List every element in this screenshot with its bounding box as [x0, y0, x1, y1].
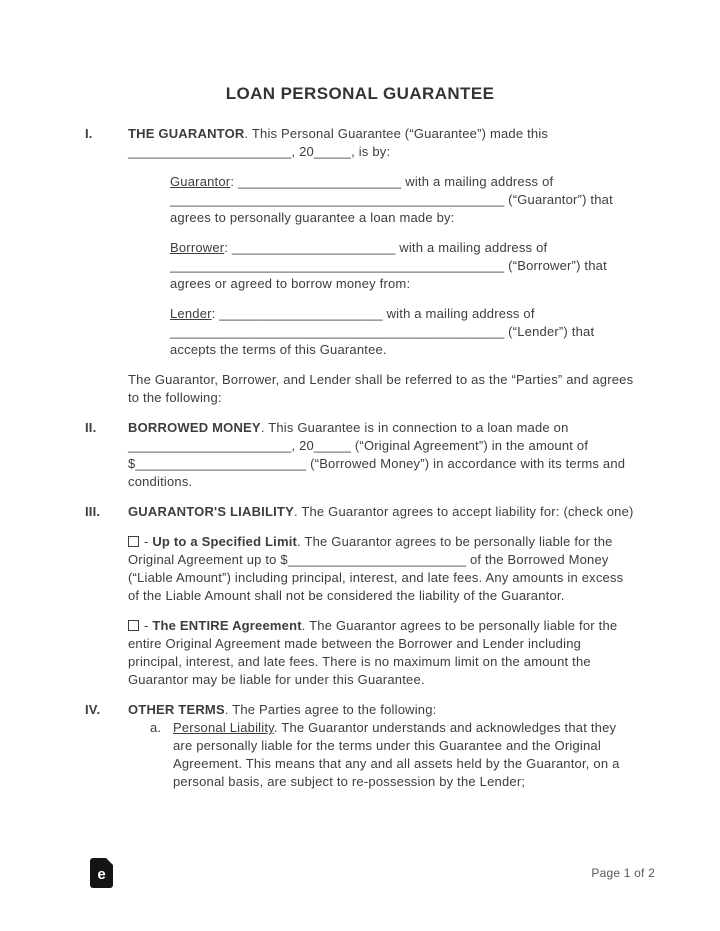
checkbox-icon[interactable]: [128, 536, 139, 547]
checkbox-icon[interactable]: [128, 620, 139, 631]
section-heading-paragraph: [128, 701, 635, 719]
party-label-lender: Lender: [170, 306, 212, 321]
term-item-letter: a.: [150, 720, 162, 735]
option-label: The ENTIRE Agreement: [152, 618, 302, 633]
term-item-personal-liability: [128, 719, 635, 791]
party-label-guarantor: Guarantor: [170, 174, 231, 189]
section-text: . The Guarantor agrees to accept liability for: (check one): [293, 504, 634, 519]
section-content: [128, 419, 635, 503]
party-label-borrower: Borrower: [170, 240, 225, 255]
option-label: Up to a Specified Limit: [152, 534, 298, 549]
section-heading-paragraph: [128, 125, 635, 161]
party-text: : ______________________ with a mailing address of _____________________________________________ (“Guarantor”) that agrees to personally guarantee a loan made by:: [170, 174, 613, 225]
section-number: I.: [85, 126, 93, 141]
guarantor-party-block: [170, 173, 635, 227]
parties-clause: The Guarantor, Borrower, and Lender shall be referred to as the “Parties” and agrees to the following:: [128, 372, 634, 405]
section-content: [128, 125, 635, 419]
lender-party-block: [170, 305, 635, 359]
eforms-logo-icon: [90, 858, 113, 888]
term-item-paragraph: [173, 719, 635, 791]
section-heading: BORROWED MONEY: [128, 420, 261, 435]
option-dash: -: [144, 618, 153, 633]
section-guarantors-liability: [85, 503, 635, 701]
section-heading-paragraph: [128, 503, 635, 521]
section-heading: OTHER TERMS: [128, 702, 225, 717]
party-text: : ______________________ with a mailing address of _____________________________________________ (“Lender”) that accepts the terms of this Guarantee.: [170, 306, 595, 357]
section-heading: GUARANTOR'S LIABILITY: [128, 504, 294, 519]
section-the-guarantor: [85, 125, 635, 419]
section-number: III.: [85, 504, 101, 519]
section-text: . This Personal Guarantee (“Guarantee”) made this ______________________, 20_____, is by:: [128, 126, 549, 159]
section-content: [128, 701, 635, 791]
option-text: . The Guarantor agrees to be personally liable for the entire Original Agreement made between the Borrower and Lender including principal, interest, and late fees. There is no maximum limit on the amount the Guarantor may be liable for under this Guarantee.: [128, 618, 618, 687]
term-item-text: . The Guarantor understands and acknowledges that they are personally liable for the terms under this Guarantee and the Original Agreement. This means that any and all assets held by the Guarantor, on a personal basis, are subject to re-possession by the Lender;: [173, 720, 620, 789]
section-number: IV.: [85, 702, 101, 717]
term-item-label: Personal Liability: [173, 720, 274, 735]
section-borrowed-money: [85, 419, 635, 503]
option-specified-limit: [128, 533, 635, 605]
section-text: . This Guarantee is in connection to a loan made on ______________________, 20_____ (“Original Agreement”) in the amount of $_______________________ (“Borrowed Money”) in accordance with its terms and conditions.: [128, 420, 626, 489]
section-text: . The Parties agree to the following:: [224, 702, 437, 717]
page-footer: [90, 858, 655, 888]
section-heading: THE GUARANTOR: [128, 126, 245, 141]
logo-letter: e: [97, 866, 106, 883]
section-number: II.: [85, 420, 97, 435]
page-number: Page 1 of 2: [591, 866, 655, 880]
section-heading-paragraph: [128, 419, 635, 491]
option-dash: -: [144, 534, 153, 549]
section-content: [128, 503, 635, 701]
party-blocks: [170, 173, 635, 359]
option-text: . The Guarantor agrees to be personally liable for the Original Agreement up to $________________________ of the Borrowed Money (“Liable Amount”) including principal, interest, and late fees. Any amounts in excess of the Liable Amount shall not be considered the liability of the Guarantor.: [128, 534, 624, 603]
section-other-terms: [85, 701, 635, 791]
document-title: LOAN PERSONAL GUARANTEE: [225, 84, 495, 103]
option-entire-agreement: [128, 617, 635, 689]
party-text: : ______________________ with a mailing address of _____________________________________________ (“Borrower”) that agrees or agreed to borrow money from:: [170, 240, 607, 291]
borrower-party-block: [170, 239, 635, 293]
